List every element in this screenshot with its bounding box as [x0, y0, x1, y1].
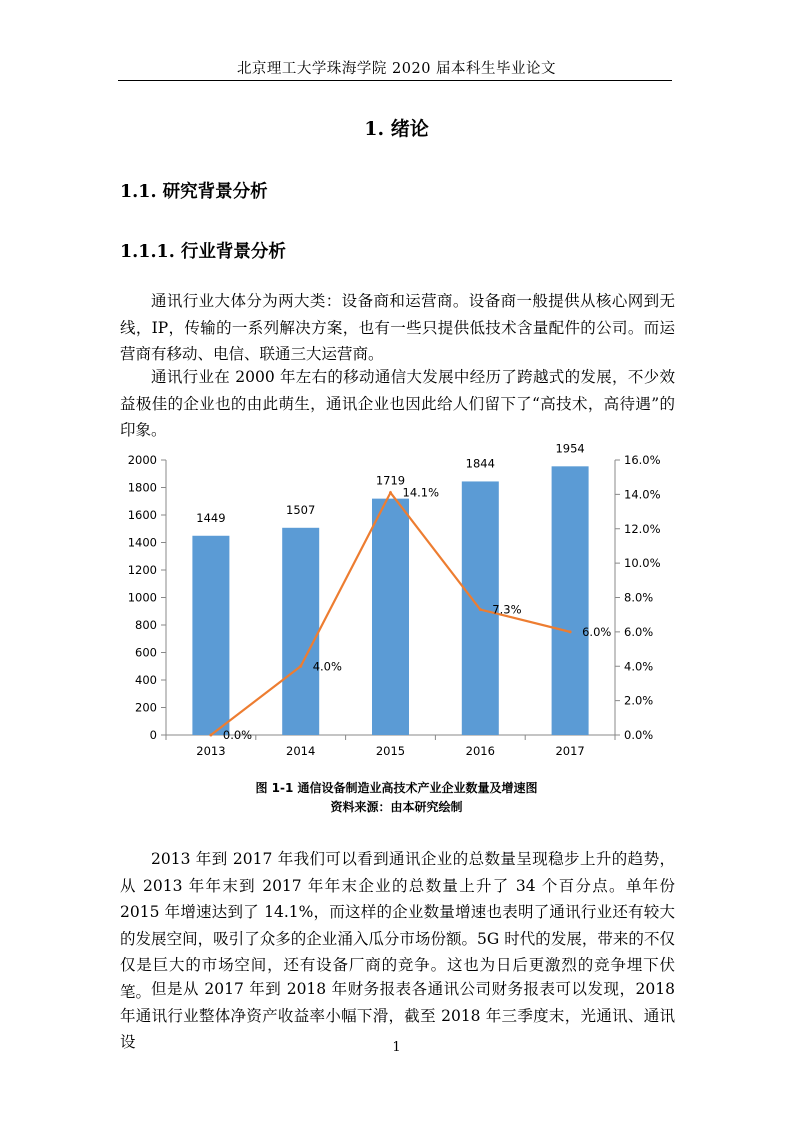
- y2-tick-label: 6.0%: [624, 624, 654, 639]
- header-rule: [118, 80, 672, 81]
- y2-tick-label: 8.0%: [624, 590, 654, 605]
- growth-rate-label: 4.0%: [312, 659, 342, 674]
- y-tick-label: 1200: [127, 563, 157, 577]
- bar: [282, 528, 319, 735]
- bar-value-label: 1719: [375, 473, 406, 488]
- chapter-title: 1. 绪论: [364, 118, 429, 140]
- figure-chart: [110, 444, 685, 774]
- y-tick-label: 1600: [127, 508, 157, 522]
- y-tick-label: 1800: [127, 480, 157, 495]
- growth-rate-label: 6.0%: [582, 624, 612, 639]
- page-number: 1: [392, 1040, 401, 1055]
- y2-tick-label: 2.0%: [624, 693, 654, 708]
- paragraph-1: 通讯行业大体分为两大类：设备商和运营商。设备商一般提供从核心网到无线，IP，传输的一系列解决方案，也有一些只提供低技术含量配件的公司。而运营商有移动、电信、联通三大运营商。: [120, 292, 675, 363]
- bar-value-label: 1954: [555, 444, 585, 456]
- y-tick-label: 1000: [127, 590, 157, 605]
- y2-tick-label: 0.0%: [624, 728, 654, 742]
- bar: [372, 499, 409, 735]
- y2-tick-label: 4.0%: [624, 659, 654, 674]
- y2-tick-label: 10.0%: [624, 556, 661, 571]
- x-tick-label: 2013: [196, 744, 226, 758]
- y2-tick-label: 14.0%: [624, 487, 661, 502]
- growth-rate-point: [299, 665, 302, 668]
- y-tick-label: 2000: [127, 453, 157, 467]
- paragraph-4: 但是从 2017 年到 2018 年财务报表各通讯公司财务报表可以发现，2018 年通讯行业整体净资产收益率小幅下滑，截至 2018 年三季度末，光通讯、通讯设: [120, 980, 675, 1051]
- growth-rate-point: [209, 734, 212, 737]
- bar-value-label: 1449: [196, 510, 226, 525]
- x-tick-label: 2017: [555, 744, 585, 758]
- y-tick-label: 200: [135, 700, 157, 715]
- bar: [552, 466, 589, 735]
- growth-rate-label: 7.3%: [492, 602, 522, 617]
- paragraph-2: 通讯行业在 2000 年左右的移动通信大发展中经历了跨越式的发展，不少效益极佳的企业也的由此萌生，通讯企业也因此给人们留下了“高技术，高待遇”的印象。: [120, 368, 675, 439]
- growth-rate-label: 0.0%: [222, 728, 253, 742]
- y-tick-label: 600: [135, 645, 157, 660]
- page-header: 北京理工大学珠海学院 2020 届本科生毕业论文: [236, 61, 557, 77]
- paragraph-3: 2013 年到 2017 年我们可以看到通讯企业的总数量呈现稳步上升的趋势，从 2013 年年末到 2017 年年末企业的总数量上升了 34 个百分点。单年份 2015 年增速达到了 14.1%，而这样的企业数量增速也表明了通讯行业还有较大的发展空间，吸引了众多的企业涌入瓜分市场份额。5G 时代的发展，带来的不仅仅是巨大的市场空间，还有设备厂商的竞争。这也为日后更激烈的竞争埋下伏笔。: [120, 850, 675, 1001]
- growth-rate-point: [479, 608, 482, 611]
- subsection-title: 1.1.1. 行业背景分析: [120, 242, 286, 262]
- y-tick-label: 0: [149, 728, 157, 742]
- growth-rate-point: [389, 491, 392, 494]
- growth-rate-point: [569, 630, 572, 633]
- bar-value-label: 1507: [286, 502, 316, 517]
- y2-tick-label: 12.0%: [624, 521, 661, 536]
- y-tick-label: 400: [135, 673, 157, 687]
- figure-source: 资料来源：由本研究绘制: [330, 800, 463, 814]
- bar: [192, 536, 229, 735]
- x-tick-label: 2016: [465, 744, 495, 758]
- bar-value-label: 1844: [465, 456, 495, 471]
- section-title: 1.1. 研究背景分析: [120, 182, 268, 202]
- x-tick-label: 2015: [375, 744, 406, 758]
- y-tick-label: 1400: [127, 535, 157, 550]
- growth-rate-label: 14.1%: [402, 485, 440, 500]
- x-tick-label: 2014: [286, 744, 316, 758]
- y2-tick-label: 16.0%: [624, 453, 661, 467]
- figure-caption: 图 1-1 通信设备制造业高技术产业企业数量及增速图: [255, 781, 538, 795]
- combo-chart: [110, 444, 685, 774]
- y-tick-label: 800: [135, 618, 157, 632]
